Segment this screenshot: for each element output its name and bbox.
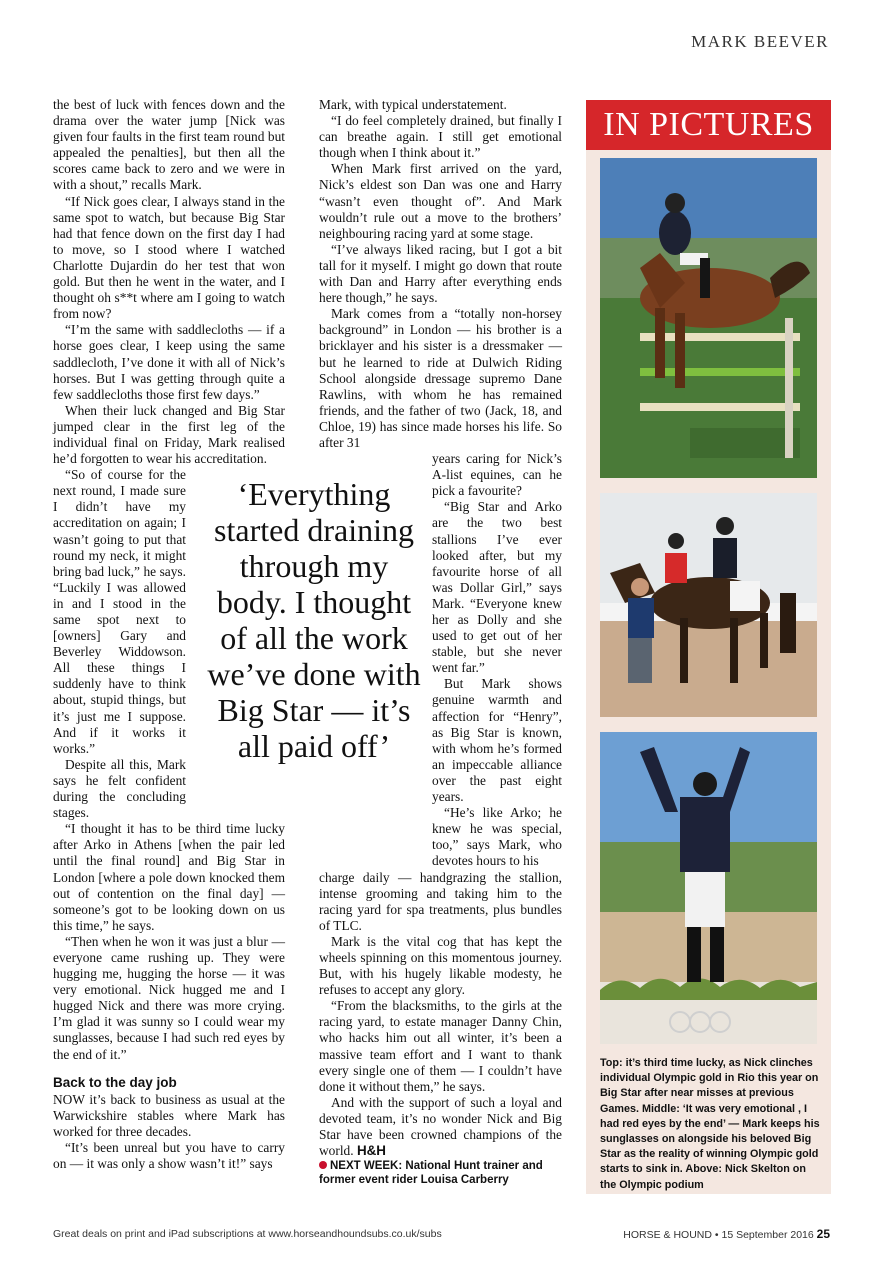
paragraph: “Then when he won it was just a blur — everyone came rushing up. They were hugging me, hugging the horse — it was very emotional. Nick hugged me and I hugged Nick and there was more crying. I’m glad it was sunny so I could wear my sunglasses, because I had such red eyes by the end of it.” bbox=[53, 933, 285, 1062]
next-week-text: NEXT WEEK: National Hunt trainer and former event rider Louisa Carberry bbox=[319, 1160, 543, 1187]
paragraph: years caring for Nick’s A-list equines, can he pick a favourite? bbox=[432, 451, 562, 499]
groom-with-horse-illustration bbox=[600, 493, 817, 717]
paragraph: NOW it’s back to business as usual at the Warwickshire stables where Mark has worked for three decades. bbox=[53, 1091, 285, 1139]
signoff: H&H bbox=[356, 1143, 386, 1159]
pull-quote: ‘Everything started draining through my body. I thought of all the work we’ve done with Big Star — it’s all paid off’ bbox=[207, 476, 421, 764]
paragraph: “I’m the same with saddlecloths — if a horse goes clear, I keep using the same saddlecloth, I’ve done it with all of Nick’s horses. But I was getting through quite a few saddlecloths those first few days.” bbox=[53, 322, 285, 402]
paragraph: “It’s been unreal but you have to carry on — it was only a show wasn’t it!” says bbox=[53, 1140, 285, 1172]
narrow-column-wrap bbox=[53, 467, 186, 821]
magazine-footer bbox=[623, 1227, 830, 1241]
paragraph-text: And with the support of such a loyal and devoted team, it’s no wonder Nick and Big Star have been crowned champions of the world. bbox=[319, 1094, 562, 1159]
sidebar-title: IN PICTURES bbox=[586, 100, 831, 150]
magazine-issue: HORSE & HOUND • 15 September 2016 bbox=[623, 1229, 814, 1241]
page-header-name: MARK BEEVER bbox=[691, 32, 829, 51]
subheading: Back to the day job bbox=[53, 1074, 177, 1090]
subscription-footer: Great deals on print and iPad subscriptions at www.horseandhoundsubs.co.uk/subs bbox=[53, 1228, 442, 1240]
paragraph: “I’ve always liked racing, but I got a bit tall for it myself. I might go down that route with Dan and Harry after everything ends here though,” he says. bbox=[319, 241, 562, 306]
paragraph bbox=[319, 1095, 562, 1159]
paragraph: the best of luck with fences down and the drama over the water jump [Nick was given four faults in the first team round but appealed the penalties], but then all the scores came back to zero and we were in with a shout,” recalls Mark. bbox=[53, 97, 285, 193]
paragraph: charge daily — handgrazing the stallion, intense grooming and taking him to the racing yard for spa treatments, plus bundles of TLC. bbox=[319, 869, 562, 933]
paragraph: Mark, with typical understatement. bbox=[319, 97, 507, 112]
red-dot-bullet-icon bbox=[319, 1161, 327, 1169]
paragraph: “So of course for the next round, I made sure I didn’t have my accreditation on again; I wasn’t going to put that round my neck, it might bring bad luck,” he says. “Luckily I was allowed in and I stood in the same spot next to [owners] Gary and Beverley Widdowson. All these things I suddenly have to think about, stupid things, but it’s just me I suppose. And if it works it works.” bbox=[53, 467, 186, 756]
paragraph: But Mark shows genuine warmth and affection for “Henry”, as Big Star is known, with whom he’s formed an impeccable alliance over the past eight years. bbox=[432, 676, 562, 805]
paragraph: When Mark first arrived on the yard, Nick’s eldest son Dan was one and Harry “wasn’t even thought of”. And Mark wouldn’t rule out a move to the brothers’ neighbouring racing yard at some stage. bbox=[319, 161, 562, 241]
paragraph: “He’s like Arko; he knew he was special, too,” says Mark, who devotes hours to his bbox=[432, 805, 562, 869]
horse-jumping-illustration bbox=[600, 158, 817, 478]
paragraph: Mark comes from a “totally non-horsey background” in London — his brother is a bricklayer and his sister is a dressmaker — but he learned to ride at Dulwich Riding School alongside dressage supremo Dane Rawlins, with whom he has remained friends, and the father of two (Jack, 18, and Chloe, 19) has since made horses his life. So after 31 bbox=[319, 306, 562, 450]
narrow-column-wrap bbox=[432, 451, 562, 869]
paragraph: “I thought it has to be third time lucky after Arko in Athens [when the pair led until the final round] and Big Star in London [where a pole down knocked them out of contention on the final day] — someone’s got to be looking down on us this time,” he says. bbox=[53, 821, 285, 933]
page-number: 25 bbox=[816, 1227, 830, 1241]
groom-with-horse-photo bbox=[600, 493, 817, 717]
next-week-teaser bbox=[319, 1159, 562, 1187]
paragraph: “From the blacksmiths, to the girls at the racing yard, to estate manager Danny Chin, who hacks him out all winter, it’s been a massive team effort and I want to thank every single one of them — I couldn’t have done it without them,” he says. bbox=[319, 998, 562, 1094]
rider-on-podium-illustration bbox=[600, 732, 817, 1044]
article-column-2 bbox=[319, 97, 562, 1187]
paragraph: Despite all this, Mark says he felt confident during the concluding stages. bbox=[53, 756, 186, 821]
horse-jumping-photo bbox=[600, 158, 817, 478]
paragraph: “I do feel completely drained, but finally I can breathe again. I still get emotional though when I think about it.” bbox=[319, 113, 562, 161]
paragraph: Mark is the vital cog that has kept the wheels spinning on this momentous journey. But, with his hugely likable modesty, he refuses to accept any glory. bbox=[319, 933, 562, 998]
rider-on-podium-photo bbox=[600, 732, 817, 1044]
paragraph: “If Nick goes clear, I always stand in the same spot to watch, but because Big Star had that fence down on the first day I had to move, so I stood where I watched Charlotte Dujardin do her test that won gold. But then he went in the water, and I thought oh s**t where am I going to watch from now? bbox=[53, 193, 285, 322]
paragraph: “Big Star and Arko are the two best stallions I’ve ever looked after, but my favourite horse of all was Dollar Girl,” says Mark. “Everyone knew her as Dolly and she used to get out of her stable, but she never went far.” bbox=[432, 499, 562, 676]
photo-caption: Top: it’s third time lucky, as Nick clinches individual Olympic gold in Rio this year on Big Star after near misses at previous Games. Middle: ‘It was very emotional , I had red eyes by the end’ — Mark keeps his sunglasses on alongside his beloved Big Star as the reality of winning Olympic gold starts to sink in. Above: Nick Skelton on the Olympic podium bbox=[600, 1057, 820, 1191]
paragraph: When their luck changed and Big Star jumped clear in the first leg of the individual final on Friday, Mark realised he’d forgotten to wear his accreditation. bbox=[53, 402, 285, 467]
